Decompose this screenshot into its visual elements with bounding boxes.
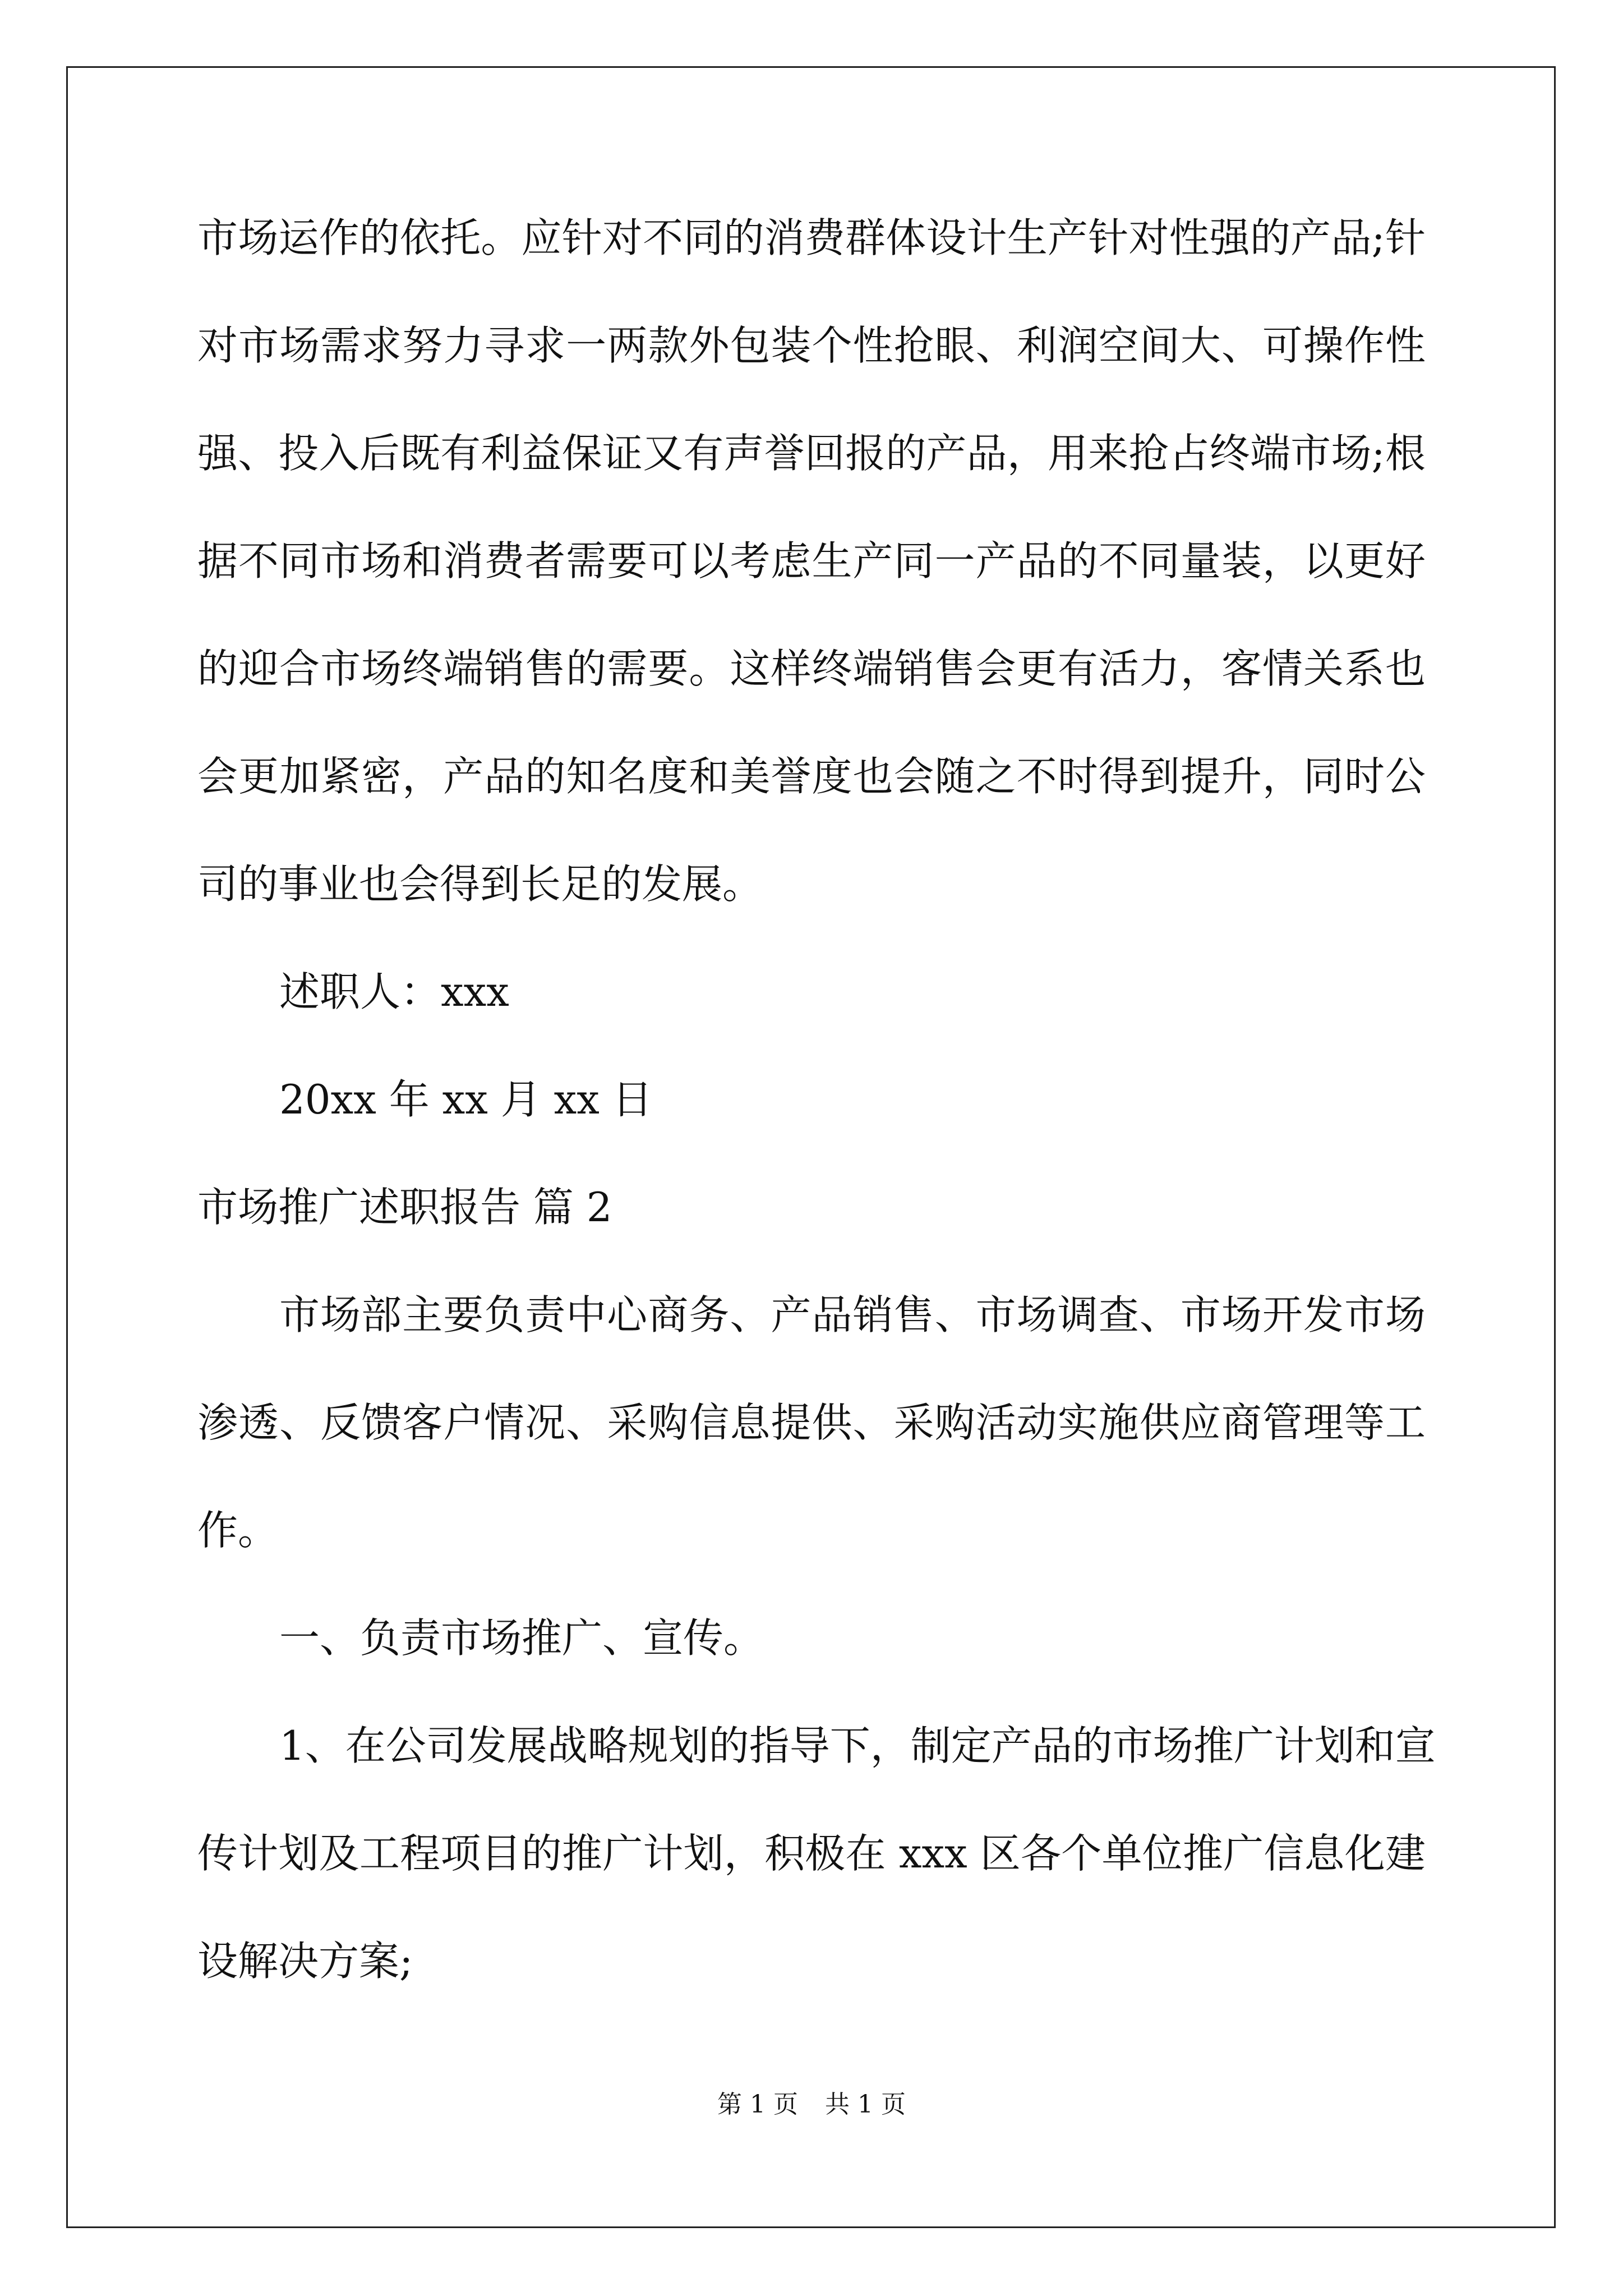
paragraph-line: 会更加紧密，产品的知名度和美誉度也会随之不时得到提升，同时公 (197, 753, 1426, 800)
reporter-signature: 述职人：xxx (279, 968, 509, 1015)
paragraph-line: 市场运作的依托。应针对不同的消费群体设计生产针对性强的产品;针 (197, 214, 1426, 261)
section-heading: 市场推广述职报告 篇 2 (197, 1184, 612, 1231)
paragraph-line: 司的事业也会得到长足的发展。 (197, 861, 763, 908)
paragraph-line: 传计划及工程项目的推广计划，积极在 xxx 区各个单位推广信息化建 (197, 1830, 1426, 1877)
page-border (66, 66, 1556, 2228)
paragraph-line: 设解决方案; (197, 1938, 413, 1985)
report-date: 20xx 年 xx 月 xx 日 (279, 1076, 653, 1123)
paragraph-line: 据不同市场和消费者需要可以考虑生产同一产品的不同量装，以更好 (197, 537, 1426, 585)
page-footer (0, 2088, 1623, 2122)
paragraph-line: 市场部主要负责中心商务、产品销售、市场调查、市场开发市场 (279, 1291, 1426, 1338)
paragraph-line: 的迎合市场终端销售的需要。这样终端销售会更有活力，客情关系也 (197, 645, 1426, 692)
paragraph-line: 作。 (197, 1507, 279, 1554)
paragraph-line: 1、在公司发展战略规划的指导下，制定产品的市场推广计划和宣 (279, 1722, 1436, 1769)
subsection-heading: 一、负责市场推广、宣传。 (279, 1614, 764, 1662)
page-total: 共 1 页 (825, 2090, 906, 2119)
paragraph-line: 渗透、反馈客户情况、采购信息提供、采购活动实施供应商管理等工 (197, 1399, 1426, 1446)
page-number: 第 1 页 (717, 2090, 798, 2119)
paragraph-line: 强、投入后既有利益保证又有声誉回报的产品，用来抢占终端市场;根 (197, 430, 1426, 477)
paragraph-line: 对市场需求努力寻求一两款外包装个性抢眼、利润空间大、可操作性 (197, 322, 1426, 369)
